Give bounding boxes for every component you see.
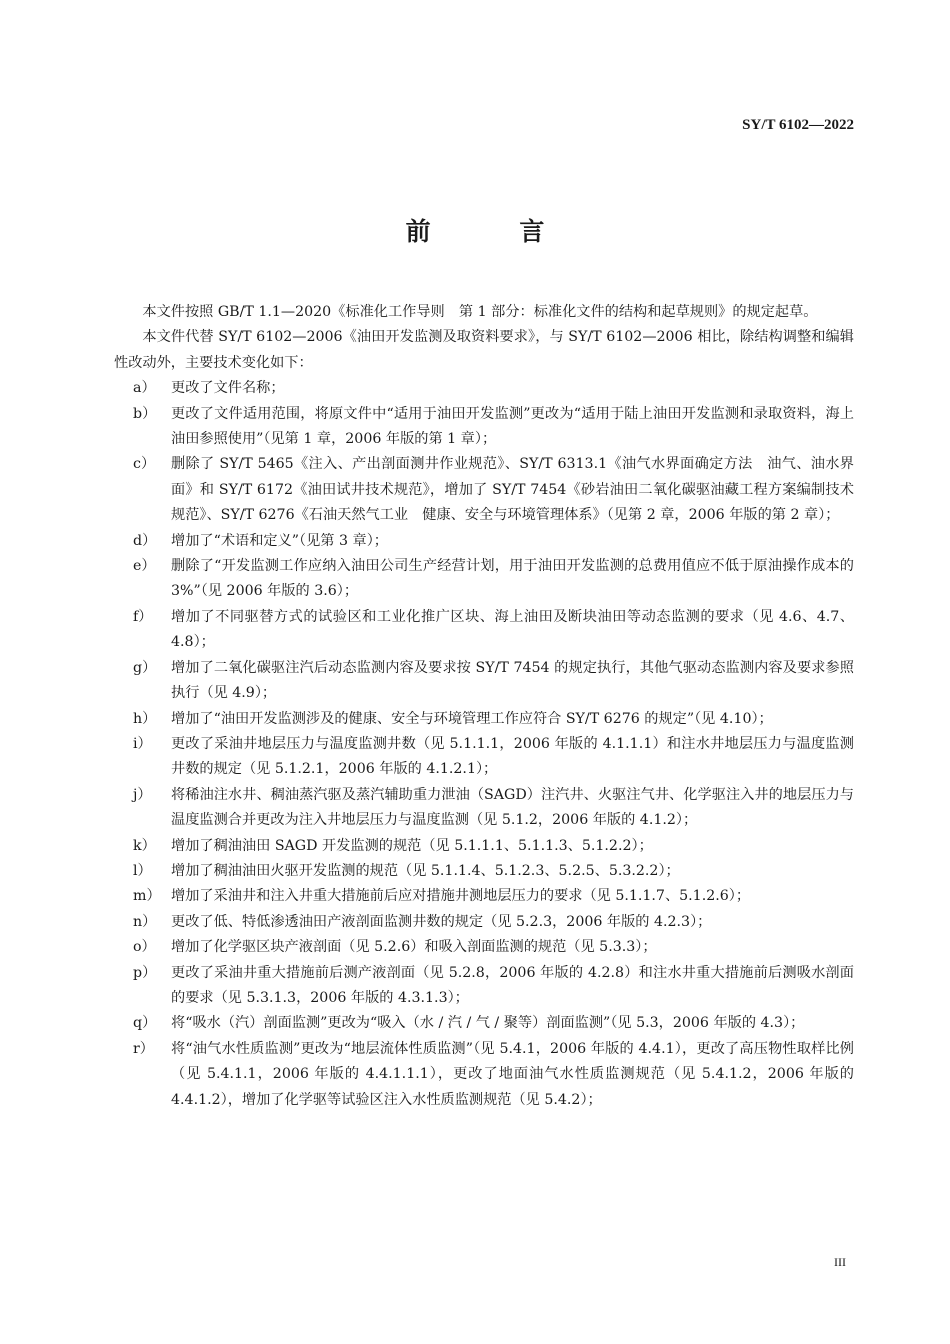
page-title: 前 言: [405, 217, 585, 246]
list-item-text: 删除了“开发监测工作应纳入油田公司生产经营计划，用于油田开发监测的总费用值应不低于原油操作成本的 3%”（见 2006 年版的 3.6）；: [171, 558, 854, 600]
list-marker: h）: [133, 710, 157, 727]
list-item-text: 增加了化学驱区块产液剖面（见 5.2.6）和吸入剖面监测的规范（见 5.3.3）；: [171, 939, 657, 956]
list-item-text: 更改了采油井重大措施前后测产液剖面（见 5.2.8，2006 年版的 4.2.8）和注水井重大措施前后测吸水剖面的要求（见 5.3.1.3，2006 年版的 4.3.1.3）；: [171, 964, 854, 1006]
list-item: [133, 834, 854, 859]
list-item-text: 将“油气水性质监测”更改为“地层流体性质监测”（见 5.4.1，2006 年版的 4.4.1），更改了高压物性取样比例（见 5.4.1.1，2006 年版的 4.4.1.1.1），更改了地面油气水性质监测规范（见 5.4.1.2，2006 年版的 4.4.1.2），增加了化学驱等试验区注入水性质监测规范（见 5.4.2）；: [171, 1040, 854, 1108]
list-item: [133, 1037, 854, 1113]
list-item-text: 增加了稠油油田火驱开发监测的规范（见 5.1.1.4、5.1.2.3、5.2.5、5.3.2.2）；: [171, 862, 680, 879]
list-item: [133, 961, 854, 1012]
list-marker: a）: [133, 380, 156, 397]
list-marker: i）: [133, 735, 152, 752]
list-item: [133, 376, 854, 401]
list-item-text: 增加了稠油油田 SAGD 开发监测的规范（见 5.1.1.1、5.1.1.3、5.1.2.2）；: [171, 837, 653, 854]
list-item-text: 更改了文件适用范围，将原文件中“适用于油田开发监测”更改为“适用于陆上油田开发监测和录取资料，海上油田参照使用”（见第 1 章，2006 年版的第 1 章）；: [171, 405, 854, 448]
list-item-text: 更改了采油井地层压力与温度监测井数（见 5.1.1.1，2006 年版的 4.1.1.1）和注水井地层压力与温度监测井数的规定（见 5.1.2.1，2006 年版的 4.1.2.1）；: [171, 735, 854, 778]
document-body: [114, 300, 854, 1113]
changes-list: [114, 376, 854, 1113]
list-item-text: 将稀油注水井、稠油蒸汽驱及蒸汽辅助重力泄油（SAGD）注汽井、火驱注气井、化学驱注入井的地层压力与温度监测合并更改为注入井地层压力与温度监测（见 5.1.2，2006 年版的 4.1.2）；: [171, 786, 854, 829]
list-marker: b）: [133, 405, 157, 422]
list-item-text: 增加了“油田开发监测涉及的健康、安全与环境管理工作应符合 SY/T 6276 的规定”（见 4.10）；: [171, 710, 773, 727]
list-item: [133, 529, 854, 554]
list-item-text: 增加了采油井和注入井重大措施前后应对措施井测地层压力的要求（见 5.1.1.7、5.1.2.6）；: [171, 888, 751, 905]
list-item: [133, 910, 854, 935]
list-marker: l）: [133, 862, 152, 879]
list-item: [133, 732, 854, 783]
list-marker: d）: [133, 532, 157, 549]
list-item: [133, 935, 854, 960]
list-marker: q）: [133, 1015, 157, 1032]
list-item-text: 增加了二氧化碳驱注汽后动态监测内容及要求按 SY/T 7454 的规定执行，其他气驱动态监测内容及要求参照执行（见 4.9）；: [171, 659, 854, 702]
list-marker: m）: [133, 888, 161, 905]
list-item: [133, 554, 854, 605]
list-marker: o）: [133, 939, 156, 956]
list-item: [133, 783, 854, 834]
page-number: III: [834, 1255, 846, 1269]
list-marker: k）: [133, 837, 156, 854]
list-marker: c）: [133, 456, 156, 473]
list-item-text: 增加了“术语和定义”（见第 3 章）；: [171, 532, 388, 549]
intro-paragraph: 本文件按照 GB/T 1.1—2020《标准化工作导则 第 1 部分：标准化文件的结构和起草规则》的规定起草。: [142, 304, 818, 320]
list-item-text: 删除了 SY/T 5465《注入、产出剖面测井作业规范》、SY/T 6313.1《油气水界面确定方法 油气、油水界面》和 SY/T 6172《油田试井技术规范》，增加了 SY/T 7454《砂岩油田二氧化碳驱油藏工程方案编制技术规范》、SY/T 6276《石油天然气工业 健康、安全与环境管理体系》（见第 2 章，2006 年版的第 2 章）；: [171, 456, 854, 524]
list-item-text: 更改了低、特低渗透油田产液剖面监测井数的规定（见 5.2.3，2006 年版的 4.2.3）；: [171, 913, 712, 930]
list-item: [133, 707, 854, 732]
list-item: [133, 402, 854, 453]
list-item: [133, 452, 854, 528]
list-item-text: 增加了不同驱替方式的试验区和工业化推广区块、海上油田及断块油田等动态监测的要求（见 4.6、4.7、4.8）；: [171, 608, 854, 651]
list-item: [133, 1011, 854, 1036]
list-item: [133, 656, 854, 707]
list-item: [133, 884, 854, 909]
list-marker: e）: [133, 558, 156, 575]
list-marker: p）: [133, 964, 157, 981]
list-marker: n）: [133, 913, 157, 930]
intro-paragraph: 本文件代替 SY/T 6102—2006《油田开发监测及取资料要求》，与 SY/T 6102—2006 相比，除结构调整和编辑性改动外，主要技术变化如下：: [114, 329, 854, 371]
list-marker: r）: [133, 1040, 154, 1057]
list-marker: j）: [133, 786, 152, 803]
list-marker: f）: [133, 608, 153, 625]
list-item-text: 将“吸水（汽）剖面监测”更改为“吸入（水 / 汽 / 气 / 聚等）剖面监测”（见 5.3，2006 年版的 4.3）；: [171, 1015, 805, 1032]
list-marker: g）: [133, 659, 157, 676]
list-item: [133, 605, 854, 656]
list-item-text: 更改了文件名称；: [171, 380, 285, 397]
list-item: [133, 859, 854, 884]
standard-code: SY/T 6102—2022: [742, 117, 854, 133]
